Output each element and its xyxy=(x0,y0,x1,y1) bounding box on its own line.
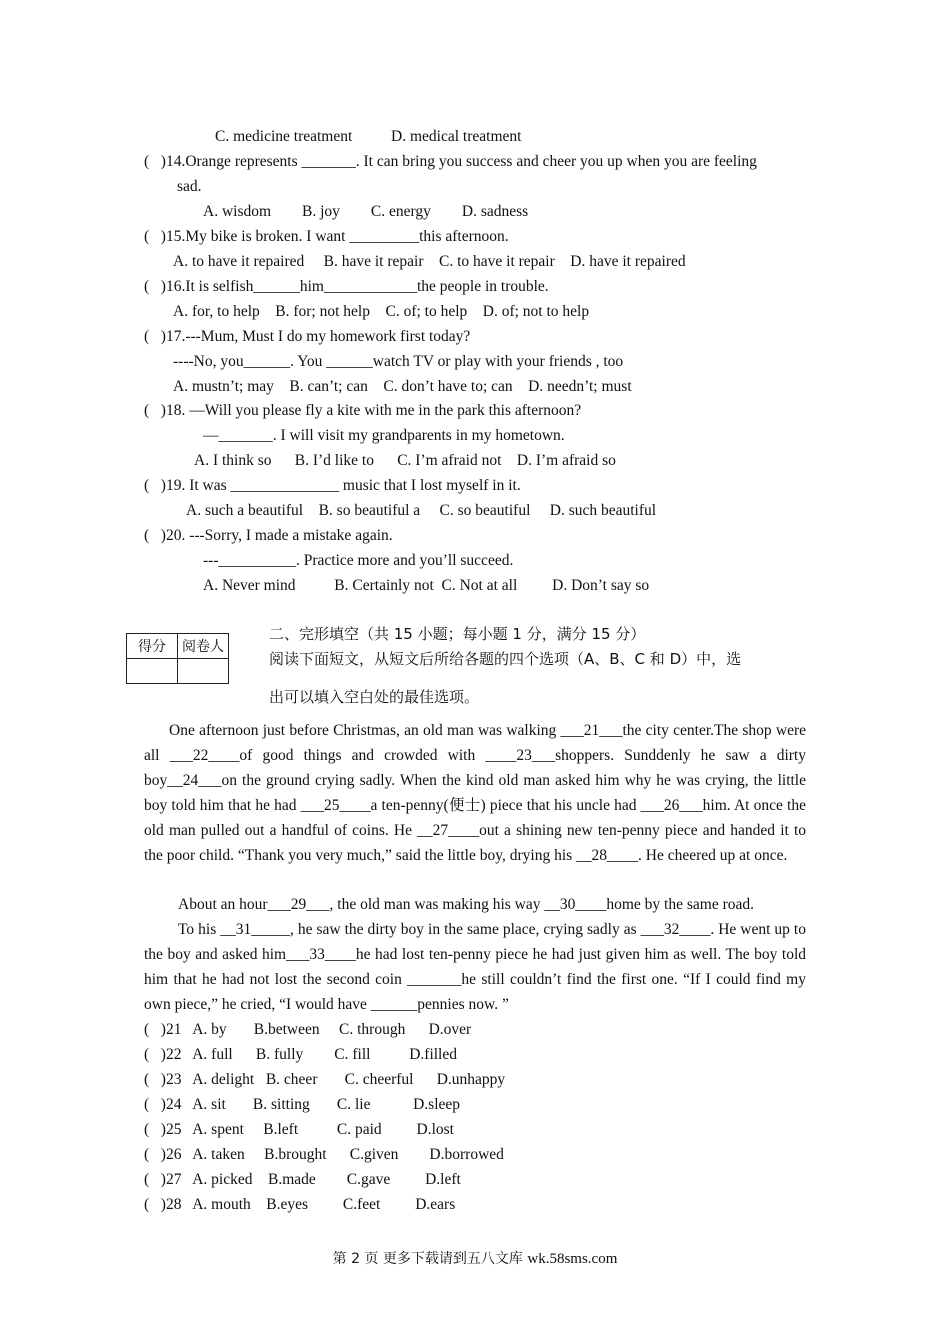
choice-21: ( )21 A. by B.between C. through D.over xyxy=(144,1021,472,1038)
q18-dialogue: —_______. I will visit my grandparents in my hometown. xyxy=(203,427,565,444)
q15-options: A. to have it repaired B. have it repair C. to have it repair D. have it repaired xyxy=(173,253,686,270)
footer-text: 第 2 页 更多下载请到五八文库 xyxy=(332,1251,528,1267)
q18-options: A. I think so B. I’d like to C. I’m afraid not D. I’m afraid so xyxy=(194,452,616,469)
q20-dialogue: ---__________. Practice more and you’ll succeed. xyxy=(203,552,514,569)
q16-stem: ( )16.It is selfish______him____________the people in trouble. xyxy=(144,278,549,295)
q19-options: A. such a beautiful B. so beautiful a C. so beautiful D. such beautiful xyxy=(186,502,657,519)
page-footer xyxy=(0,1248,950,1268)
passage-paragraph-2 xyxy=(144,892,806,917)
section-instruction: 阅读下面短文，从短文后所给各题的四个选项（A、B、C 和 D）中，选 xyxy=(269,650,742,668)
grader-cell xyxy=(178,659,229,684)
choice-22: ( )22 A. full B. fully C. fill D.filled xyxy=(144,1046,457,1063)
choice-24: ( )24 A. sit B. sitting C. lie D.sleep xyxy=(144,1096,461,1113)
q13-options: C. medicine treatment D. medical treatment xyxy=(215,128,522,145)
passage-p2-text: About an hour___29___, the old man was making his way __30____home by the same road. xyxy=(178,896,754,913)
passage-paragraph-3 xyxy=(144,917,806,1017)
q18-stem: ( )18. —Will you please fly a kite with me in the park this afternoon? xyxy=(144,402,582,419)
choice-27: ( )27 A. picked B.made C.gave D.left xyxy=(144,1171,461,1188)
choice-23: ( )23 A. delight B. cheer C. cheerful D.unhappy xyxy=(144,1071,506,1088)
q17-stem: ( )17.---Mum, Must I do my homework first today? xyxy=(144,328,471,345)
score-cell xyxy=(127,659,178,684)
passage-p1-text: One afternoon just before Christmas, an old man was walking ___21___the city center.The shop were all ___22____of good things and crowded with ____23___shoppers. Sunddenly he saw a dirty boy__24___on the ground crying sadly. When the kind old man asked him why he was crying, the little boy told him that he had ___25____a ten-penny(便士) piece that his uncle had ___26___him. At once the old man pulled out a handful of coins. He __27____out a shining new ten-penny piece and handed it to the poor child. “Thank you very much,” said the little boy, drying his __28____. He cheered up at once. xyxy=(144,722,806,864)
q20-options: A. Never mind B. Certainly not C. Not at all D. Don’t say so xyxy=(203,577,650,594)
choice-28: ( )28 A. mouth B.eyes C.feet D.ears xyxy=(144,1196,456,1213)
q20-stem: ( )20. ---Sorry, I made a mistake again. xyxy=(144,527,393,544)
q14-options: A. wisdom B. joy C. energy D. sadness xyxy=(203,203,529,220)
passage-p3-text: To his __31_____, he saw the dirty boy in the same place, crying sadly as ___32____. He went up to the boy and asked him___33____he had lost ten-penny piece he had just given him as well. The boy told him that he had not lost the second coin _______he still couldn’t find the first one. “If I could find my own piece,” he cried, “I would have ______pennies now. ” xyxy=(144,921,806,1013)
score-label: 得分 xyxy=(127,634,178,659)
q14-stem: ( )14.Orange represents _______. It can bring you success and cheer you up when you are feeling xyxy=(144,153,757,170)
grader-label: 阅卷人 xyxy=(178,634,229,659)
section-instruction-cont: 出可以填入空白处的最佳选项。 xyxy=(269,688,480,706)
q16-options: A. for, to help B. for; not help C. of; to help D. of; not to help xyxy=(173,303,590,320)
q17-dialogue: ----No, you______. You ______watch TV or play with your friends , too xyxy=(173,353,624,370)
choice-26: ( )26 A. taken B.brought C.given D.borrowed xyxy=(144,1146,504,1163)
q17-options: A. mustn’t; may B. can’t; can C. don’t have to; can D. needn’t; must xyxy=(173,378,632,395)
choice-25: ( )25 A. spent B.left C. paid D.lost xyxy=(144,1121,454,1138)
score-table xyxy=(126,633,229,684)
q19-stem: ( )19. It was ______________ music that I lost myself in it. xyxy=(144,477,521,494)
passage-paragraph-1 xyxy=(144,718,806,868)
footer-site: wk.58sms.com xyxy=(527,1251,618,1267)
q14-stem-cont: sad. xyxy=(177,178,202,195)
section-title: 二、完形填空（共 15 小题；每小题 1 分，满分 15 分） xyxy=(269,625,646,643)
q15-stem: ( )15.My bike is broken. I want _________this afternoon. xyxy=(144,228,509,245)
